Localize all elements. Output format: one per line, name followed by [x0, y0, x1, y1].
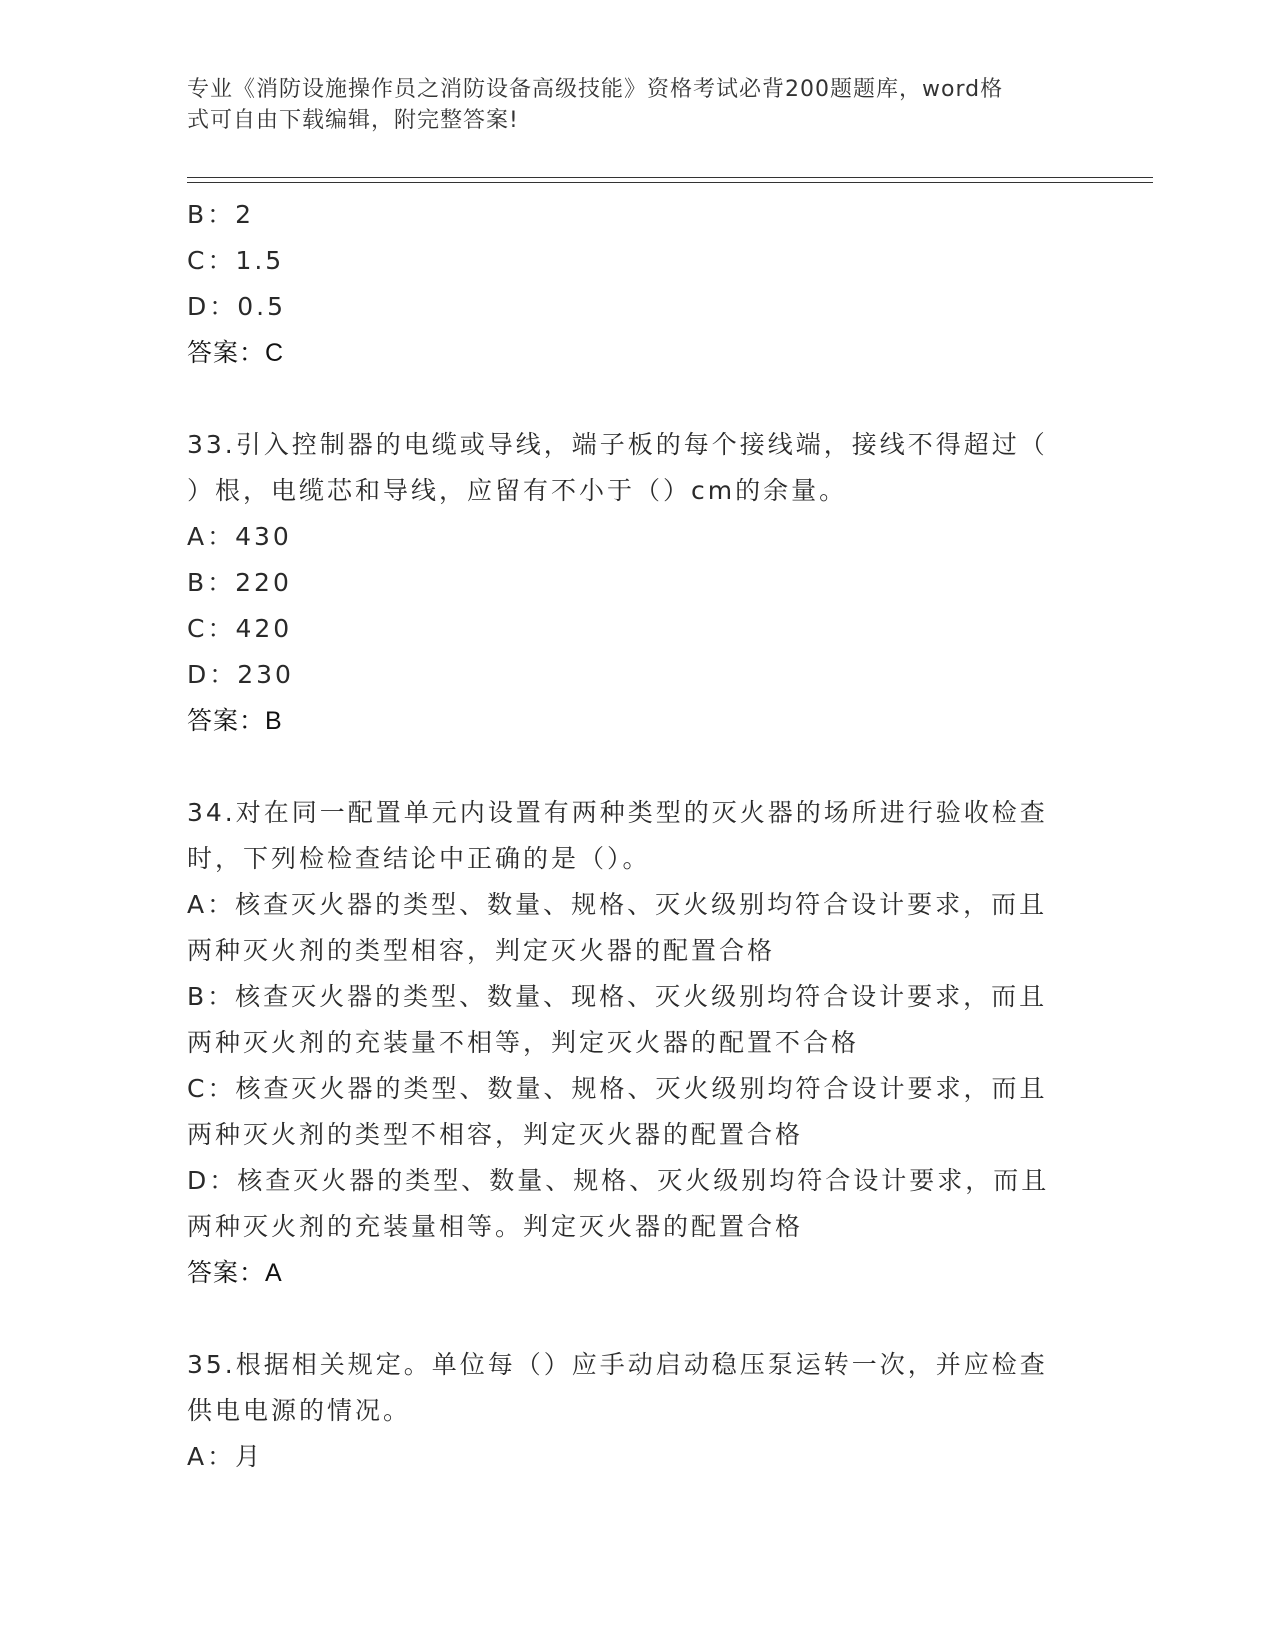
- header-rule-bottom: [187, 182, 1153, 183]
- option-b-line-1: B：核查灭火器的类型、数量、现格、灭火级别均符合设计要求，而且: [187, 982, 1048, 1011]
- document-header: [187, 74, 1067, 136]
- option-c: C：420: [187, 614, 293, 643]
- option-c-line-2: 两种灭火剂的类型不相容，判定灭火器的配置合格: [187, 1120, 804, 1149]
- question-34: [187, 790, 1077, 1296]
- answer: 答案：C: [187, 339, 285, 367]
- option-a-line-2: 两种灭火剂的类型相容，判定灭火器的配置合格: [187, 936, 776, 965]
- spacer: [187, 376, 1077, 422]
- question-text-line-2: 供电电源的情况。: [187, 1396, 412, 1425]
- header-line-2: 式可自由下载编辑，附完整答案!: [187, 108, 519, 133]
- option-a: A：430: [187, 522, 292, 551]
- option-d-line-1: D：核查灭火器的类型、数量、规格、灭火级别均符合设计要求，而且: [187, 1166, 1050, 1195]
- spacer: [187, 1296, 1077, 1342]
- question-35: [187, 1342, 1077, 1480]
- option-c: C：1.5: [187, 246, 285, 275]
- option-b: B：2: [187, 200, 255, 229]
- question-33: [187, 422, 1077, 744]
- option-d-line-2: 两种灭火剂的充装量相等。判定灭火器的配置合格: [187, 1212, 804, 1241]
- question-text-line-1: 35.根据相关规定。单位每（）应手动启动稳压泵运转一次，并应检查: [187, 1350, 1048, 1379]
- question-text-line-2: ）根，电缆芯和导线，应留有不小于（）cm的余量。: [187, 476, 848, 505]
- header-line-1: 专业《消防设施操作员之消防设备高级技能》资格考试必背200题题库，word格: [187, 77, 1004, 102]
- answer: 答案：A: [187, 1259, 283, 1287]
- option-b-line-2: 两种灭火剂的充装量不相等，判定灭火器的配置不合格: [187, 1028, 860, 1057]
- question-32: [187, 192, 1077, 376]
- question-list: [187, 192, 1077, 1480]
- header-rule-top: [187, 177, 1153, 178]
- question-text-line-1: 33.引入控制器的电缆或导线，端子板的每个接线端，接线不得超过（: [187, 430, 1048, 459]
- option-d: D：0.5: [187, 292, 287, 321]
- question-text-line-2: 时，下列检检查结论中正确的是（）。: [187, 844, 651, 873]
- option-a: A：月: [187, 1442, 264, 1471]
- option-c-line-1: C：核查灭火器的类型、数量、规格、灭火级别均符合设计要求，而且: [187, 1074, 1048, 1103]
- spacer: [187, 744, 1077, 790]
- answer: 答案：B: [187, 707, 283, 735]
- option-b: B：220: [187, 568, 292, 597]
- question-text-line-1: 34.对在同一配置单元内设置有两种类型的灭火器的场所进行验收检查: [187, 798, 1048, 827]
- option-d: D：230: [187, 660, 294, 689]
- option-a-line-1: A：核查灭火器的类型、数量、规格、灭火级别均符合设计要求，而且: [187, 890, 1048, 919]
